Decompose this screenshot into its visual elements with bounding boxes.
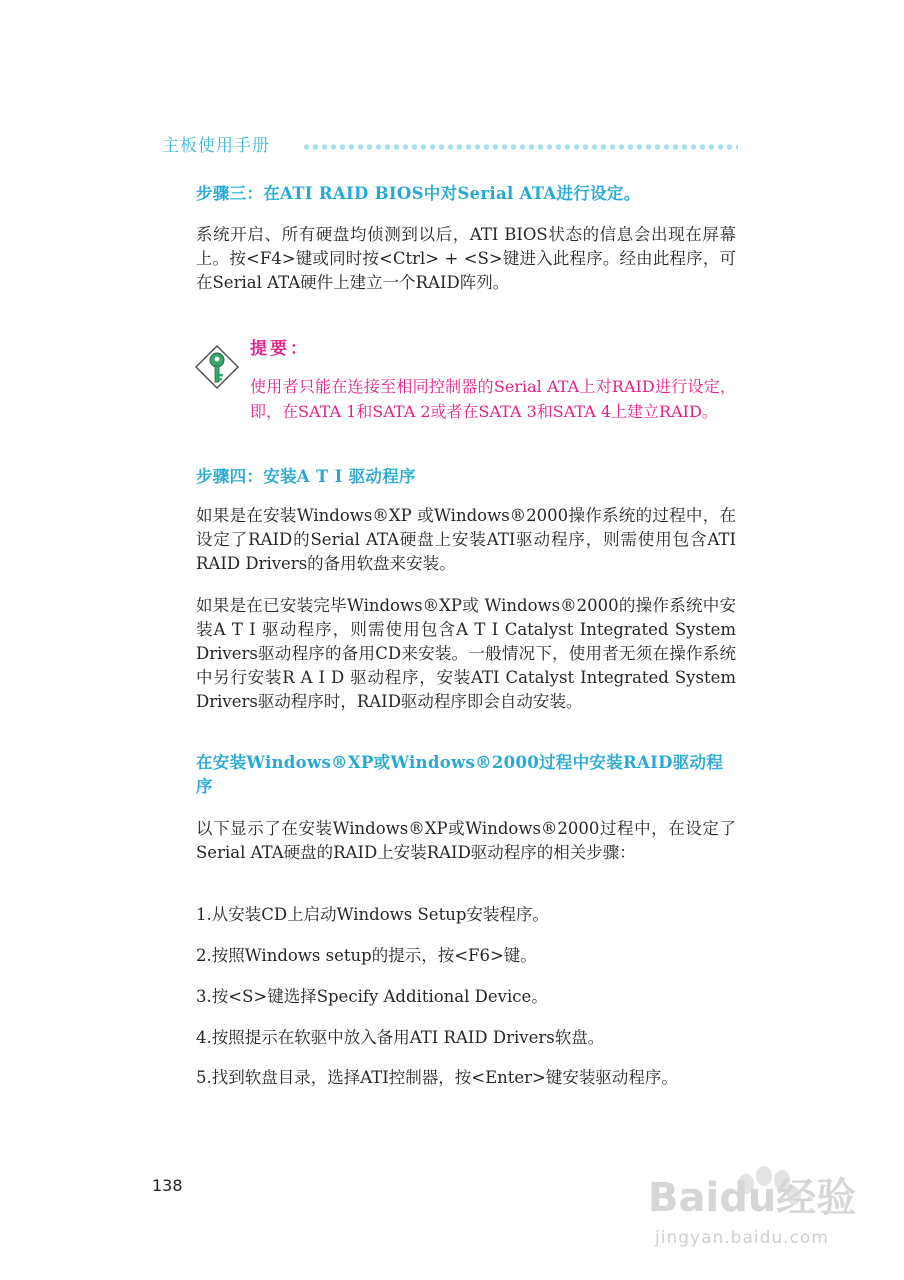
step3-body: 系统开启、所有硬盘均侦测到以后，ATI BIOS状态的信息会出现在屏幕上。按<F4>键或同时按<Ctrl> + <S>键进入此程序。经由此程序，可在Serial ATA硬件上建立一个RAID阵列。 xyxy=(196,225,736,292)
install-step-5: 5.找到软盘目录，选择ATI控制器，按<Enter>键安装驱动程序。 xyxy=(196,1068,678,1087)
section-heading: 在安装Windows®XP或Windows®2000过程中安装RAID驱动程序 xyxy=(196,753,724,796)
install-step-2: 2.按照Windows setup的提示，按<F6>键。 xyxy=(196,946,537,965)
note-title: 提要： xyxy=(250,339,310,359)
step4-paragraph-1: 如果是在安装Windows®XP 或Windows®2000操作系统的过程中，在设定了RAID的Serial ATA硬盘上安装ATI驱动程序，则需使用包含ATI RAID Drivers的备用软盘来安装。 xyxy=(196,506,736,573)
section-intro: 以下显示了在安装Windows®XP或Windows®2000过程中，在设定了Serial ATA硬盘的RAID上安装RAID驱动程序的相关步骤： xyxy=(196,819,736,862)
install-step-1: 1.从安装CD上启动Windows Setup安装程序。 xyxy=(196,905,549,924)
header-dotted-rule xyxy=(302,143,738,151)
page-number: 138 xyxy=(152,1176,183,1195)
step3-heading: 步骤三：在ATI RAID BIOS中对Serial ATA进行设定。 xyxy=(196,184,641,203)
step4-heading: 步骤四：安装A T I 驱动程序 xyxy=(196,467,416,486)
watermark-url: jingyan.baidu.com xyxy=(655,1228,829,1248)
watermark-logo-text: Baidu经验 xyxy=(648,1175,857,1221)
running-header-title: 主板使用手册 xyxy=(162,136,270,156)
install-step-4: 4.按照提示在软驱中放入备用ATI RAID Drivers软盘。 xyxy=(196,1028,605,1047)
install-step-3: 3.按<S>键选择Specify Additional Device。 xyxy=(196,987,548,1006)
key-icon xyxy=(194,344,240,390)
note-text: 使用者只能在连接至相同控制器的Serial ATA上对RAID进行设定，即，在SATA 1和SATA 2或者在SATA 3和SATA 4上建立RAID。 xyxy=(250,377,736,421)
step4-paragraph-2: 如果是在已安装完毕Windows®XP或 Windows®2000的操作系统中安装A T I 驱动程序，则需使用包含A T I Catalyst Integrated System Drivers驱动程序的备用CD来安装。一般情况下，使用者无须在操作系统中另行安装R A I D 驱动程序，安装ATI Catalyst Integrated System Drivers驱动程序时，RAID驱动程序即会自动安装。 xyxy=(196,596,736,711)
